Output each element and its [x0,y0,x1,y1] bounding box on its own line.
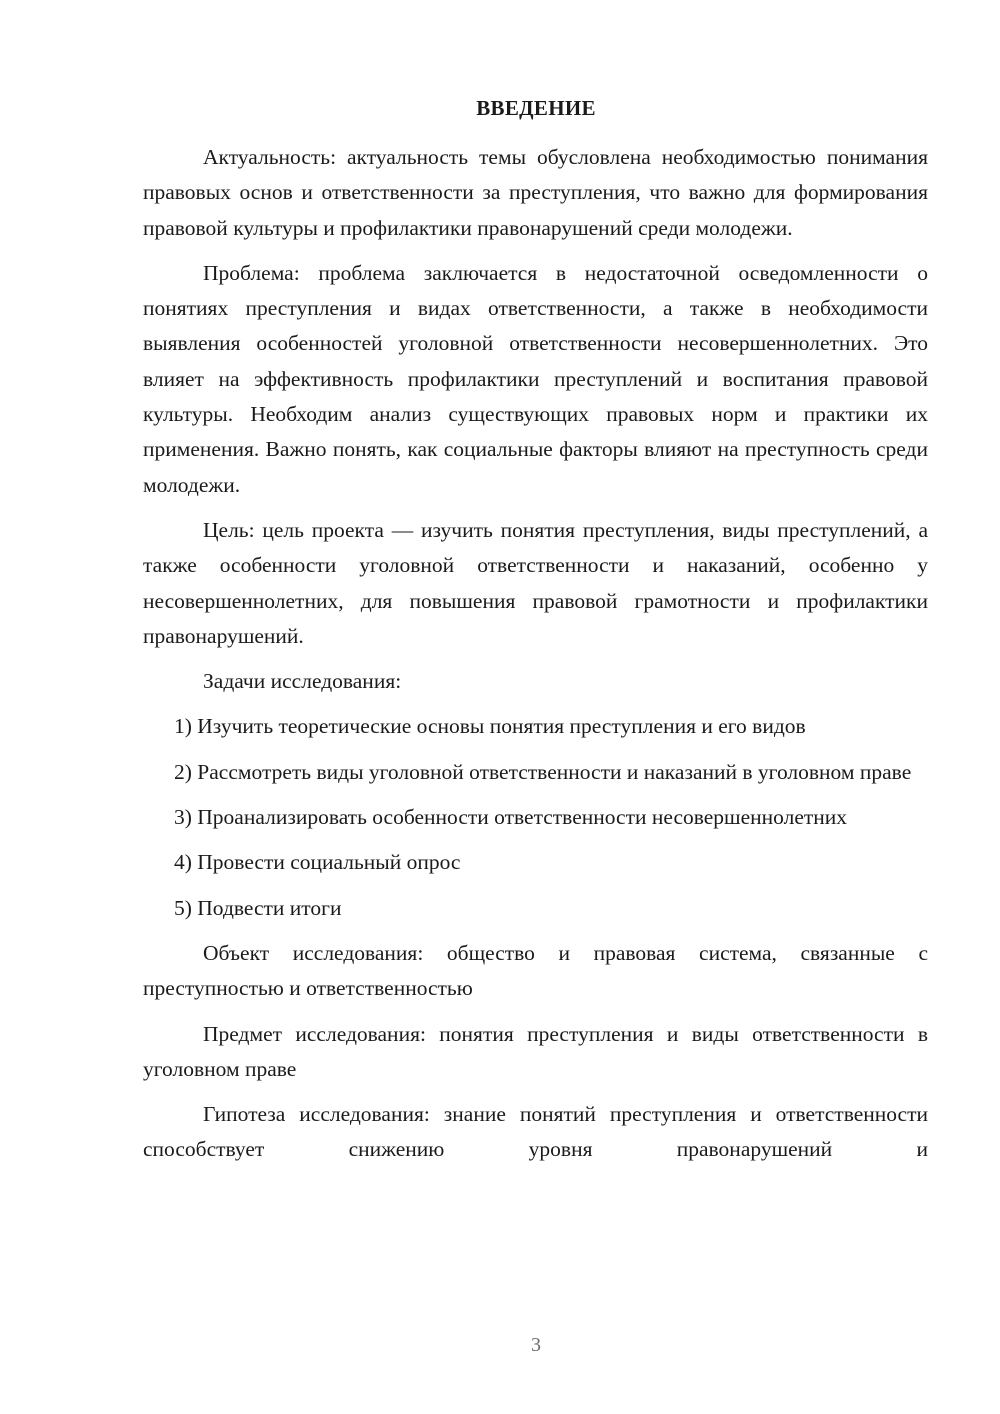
section-title: ВВЕДЕНИЕ [476,96,596,120]
task-item-3: 3) Проанализировать особенности ответственности несовершеннолетних [174,805,848,830]
task-item-4: 4) Провести социальный опрос [174,850,461,875]
paragraph-relevance: Актуальность: актуальность темы обусловлена необходимостью понимания правовых основ и ответственности за преступления, что важно для формирования правовой культуры и профилактики правонарушений среди молодежи. [143,145,928,240]
paragraph-problem: Проблема: проблема заключается в недостаточной осведомленности о понятиях преступления и видах ответственности, а также в необходимости выявления особенностей уголовной ответственности несовершеннолетних. Это влияет на эффективность профилактики преступлений и воспитания правовой культуры. Необходим анализ существующих правовых норм и практики их применения. Важно понять, как социальные факторы влияют на преступность среди молодежи. [143,260,928,497]
paragraph-subject: Предмет исследования: понятия преступления и виды ответственности в уголовном праве [143,1021,928,1081]
task-item-1: 1) Изучить теоретические основы понятия преступления и его видов [174,714,806,739]
paragraph-object: Объект исследования: общество и правовая система, связанные с преступностью и ответственностью [143,940,928,1001]
task-item-2: 2) Рассмотреть виды уголовной ответственности и наказаний в уголовном праве [174,759,912,784]
task-item-5: 5) Подвести итоги [174,895,342,920]
document-body [143,140,928,1168]
paragraph-tasks-heading: Задачи исследования: [203,669,402,694]
paragraph-goal: Цель: цель проекта — изучить понятия преступления, виды преступлений, а также особенности уголовной ответственности и наказаний, особенно у несовершеннолетних, для повышения правовой грамотности и профилактики правонарушений. [143,517,928,648]
page-number: 3 [531,1334,541,1356]
paragraph-hypothesis: Гипотеза исследования: знание понятий преступления и ответственности способствует снижению уровня правонарушений и [143,1102,928,1162]
